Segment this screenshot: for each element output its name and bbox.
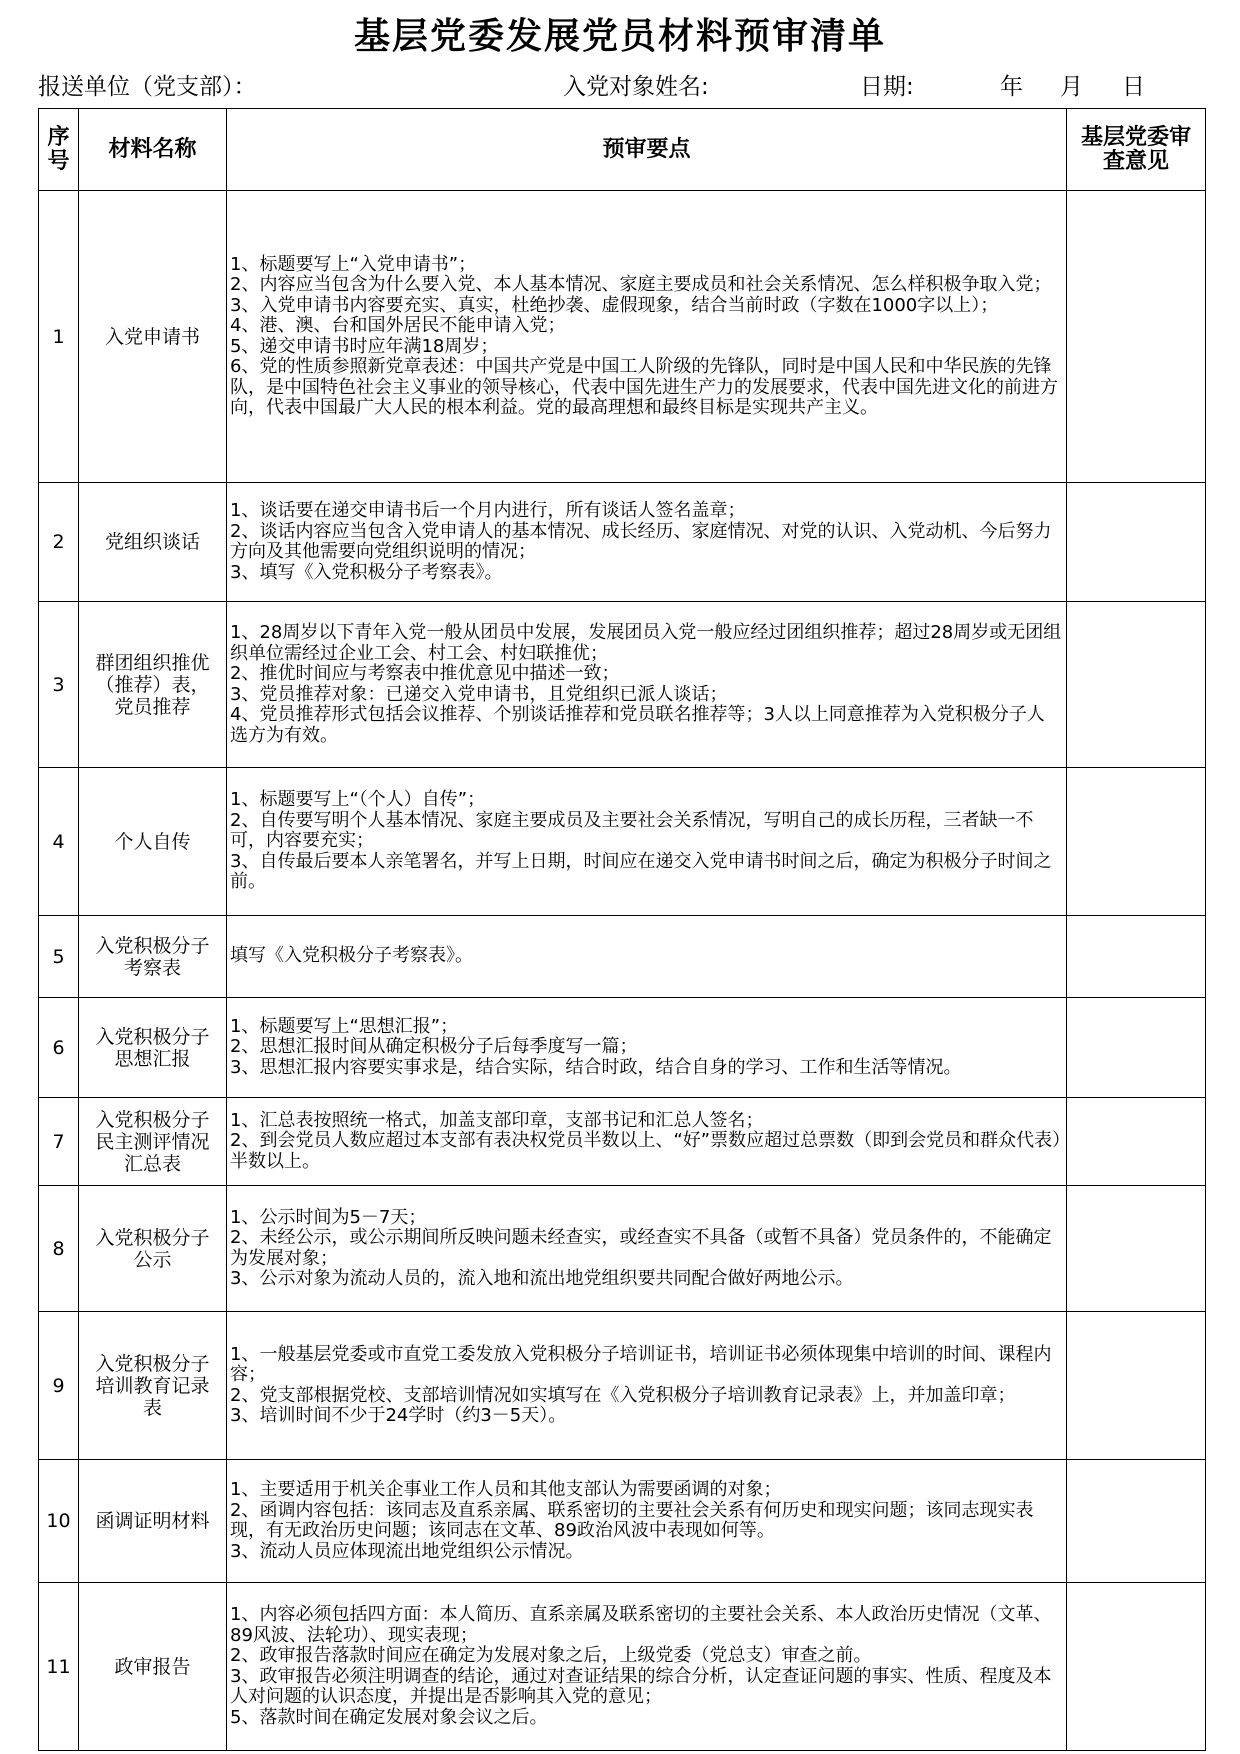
review-point: 5、落款时间在确定发展对象会议之后。 bbox=[230, 1706, 548, 1728]
opinion-cell[interactable] bbox=[1067, 191, 1206, 483]
review-points bbox=[227, 483, 1067, 602]
material-name-text: 入党积极分子思想汇报 bbox=[95, 1025, 210, 1070]
table-row bbox=[39, 768, 1206, 916]
name-label: 入党对象姓名: bbox=[563, 74, 709, 100]
material-name-text: 党组织谈话 bbox=[104, 531, 200, 553]
material-name bbox=[79, 1186, 227, 1312]
review-point: 3、入党申请书内容要充实、真实，杜绝抄袭、虚假现象，结合当前时政（字数在1000字以上）； bbox=[230, 294, 999, 316]
review-points bbox=[227, 191, 1067, 483]
date-label: 日期: bbox=[860, 74, 914, 100]
material-name-text: 政审报告 bbox=[114, 1655, 191, 1678]
material-name bbox=[79, 1583, 227, 1751]
material-name-text: 个人自传 bbox=[114, 830, 191, 853]
table-row bbox=[39, 1460, 1206, 1583]
review-point: 2、到会党员人数应超过本支部有表决权党员半数以上、“好”票数应超过总票数（即到会党员和群众代表）半数以上。 bbox=[230, 1130, 1062, 1172]
review-point: 2、内容应当包含为什么要入党、本人基本情况、家庭主要成员和社会关系情况、怎么样积极争取入党； bbox=[230, 274, 1052, 295]
review-point: 1、主要适用于机关企事业工作人员和其他支部认为需要函调的对象； bbox=[230, 1479, 782, 1500]
row-number: 3 bbox=[39, 602, 79, 768]
review-point: 填写《入党积极分子考察表》。 bbox=[230, 945, 473, 967]
row-number: 4 bbox=[39, 768, 79, 916]
unit-label: 报送单位（党支部）： bbox=[38, 74, 257, 100]
header-no: 序号 bbox=[39, 109, 79, 191]
material-name-text: 入党积极分子考察表 bbox=[95, 934, 210, 979]
opinion-cell[interactable] bbox=[1067, 1186, 1206, 1312]
material-name-text: 入党积极分子民主测评情况汇总表 bbox=[95, 1108, 210, 1175]
table-row bbox=[39, 602, 1206, 768]
review-point: 1、28周岁以下青年入党一般从团员中发展，发展团员入党一般应经过团组织推荐；超过28周岁或无团组织单位需经过企业工会、村工会、村妇联推优； bbox=[230, 622, 1062, 664]
opinion-cell[interactable] bbox=[1067, 602, 1206, 768]
material-name-text: 入党申请书 bbox=[104, 325, 200, 348]
review-points bbox=[227, 1312, 1067, 1460]
table-row bbox=[39, 1098, 1206, 1186]
review-point: 3、流动人员应体现流出地党组织公示情况。 bbox=[230, 1540, 584, 1562]
opinion-cell[interactable] bbox=[1067, 998, 1206, 1098]
opinion-cell[interactable] bbox=[1067, 916, 1206, 998]
material-name bbox=[79, 1312, 227, 1460]
month-label: 月 bbox=[1060, 74, 1083, 100]
review-point: 5、递交申请书时应年满18周岁； bbox=[230, 335, 499, 357]
opinion-cell[interactable] bbox=[1067, 1312, 1206, 1460]
material-name bbox=[79, 1460, 227, 1583]
material-name bbox=[79, 483, 227, 602]
row-number: 6 bbox=[39, 998, 79, 1098]
opinion-cell[interactable] bbox=[1067, 483, 1206, 602]
material-name bbox=[79, 602, 227, 768]
review-point: 2、函调内容包括：该同志及直系亲属、联系密切的主要社会关系有何历史和现实问题；该同志现实表现，有无政治历史问题；该同志在文革、89政治风波中表现如何等。 bbox=[230, 1499, 1034, 1541]
table-row bbox=[39, 1583, 1206, 1751]
material-name bbox=[79, 1098, 227, 1186]
review-points bbox=[227, 998, 1067, 1098]
review-point: 3、公示对象为流动人员的，流入地和流出地党组织要共同配合做好两地公示。 bbox=[230, 1268, 854, 1289]
review-points bbox=[227, 1098, 1067, 1186]
review-point: 2、党支部根据党校、支部培训情况如实填写在《入党积极分子培训教育记录表》上，并加盖印章； bbox=[230, 1384, 1016, 1406]
row-number: 11 bbox=[39, 1583, 79, 1751]
review-point: 1、公示时间为5－7天； bbox=[230, 1206, 427, 1228]
review-point: 1、内容必须包括四方面：本人简历、直系亲属及联系密切的主要社会关系、本人政治历史情况（文革、89风波、法轮功）、现实表现； bbox=[230, 1604, 1052, 1646]
material-name-text: 入党积极分子培训教育记录表 bbox=[95, 1352, 210, 1419]
row-number: 8 bbox=[39, 1186, 79, 1312]
table-row bbox=[39, 1312, 1206, 1460]
review-point: 4、港、澳、台和国外居民不能申请入党； bbox=[230, 315, 566, 336]
day-label: 日 bbox=[1122, 74, 1145, 100]
opinion-cell[interactable] bbox=[1067, 1583, 1206, 1751]
material-name-text: 函调证明材料 bbox=[95, 1510, 210, 1532]
review-point: 1、一般基层党委或市直党工委发放入党积极分子培训证书，培训证书必须体现集中培训的时间、课程内容； bbox=[230, 1343, 1052, 1385]
page-title: 基层党委发展党员材料预审清单 bbox=[353, 16, 886, 57]
review-point: 2、自传要写明个人基本情况、家庭主要成员及主要社会关系情况，写明自己的成长历程，三者缺一不可，内容要充实； bbox=[230, 809, 1034, 852]
row-number: 1 bbox=[39, 191, 79, 483]
table-row bbox=[39, 191, 1206, 483]
row-number: 9 bbox=[39, 1312, 79, 1460]
table-row bbox=[39, 998, 1206, 1098]
review-point: 1、标题要写上“（个人）自传”； bbox=[230, 789, 486, 811]
review-point: 3、思想汇报内容要实事求是，结合实际，结合时政，结合自身的学习、工作和生活等情况。 bbox=[230, 1056, 962, 1078]
info-line bbox=[38, 68, 1208, 102]
material-name bbox=[79, 916, 227, 998]
opinion-cell[interactable] bbox=[1067, 1098, 1206, 1186]
material-name bbox=[79, 998, 227, 1098]
review-point: 1、汇总表按照统一格式，加盖支部印章，支部书记和汇总人签名； bbox=[230, 1109, 764, 1131]
table-header-row bbox=[39, 109, 1206, 191]
table-row bbox=[39, 483, 1206, 602]
table-row bbox=[39, 1186, 1206, 1312]
table-row bbox=[39, 916, 1206, 998]
review-point: 2、政审报告落款时间应在确定为发展对象之后，上级党委（党总支）审查之前。 bbox=[230, 1645, 872, 1666]
review-points bbox=[227, 916, 1067, 998]
header-name: 材料名称 bbox=[79, 109, 227, 191]
row-number: 2 bbox=[39, 483, 79, 602]
review-point: 3、填写《入党积极分子考察表》。 bbox=[230, 561, 503, 583]
review-points bbox=[227, 1186, 1067, 1312]
review-point: 4、党员推荐形式包括会议推荐、个别谈话推荐和党员联名推荐等；3人以上同意推荐为入党积极分子人选方为有效。 bbox=[230, 704, 1045, 746]
opinion-cell[interactable] bbox=[1067, 1460, 1206, 1583]
review-points bbox=[227, 1460, 1067, 1583]
header-opinion: 基层党委审查意见 bbox=[1067, 109, 1206, 191]
review-point: 1、标题要写上“思想汇报”； bbox=[230, 1015, 459, 1037]
row-number: 5 bbox=[39, 916, 79, 998]
review-point: 1、标题要写上“入党申请书”； bbox=[230, 253, 477, 275]
review-point: 2、谈话内容应当包含入党申请人的基本情况、成长经历、家庭情况、对党的认识、入党动机、今后努力方向及其他需要向党组织说明的情况； bbox=[230, 520, 1052, 562]
review-points bbox=[227, 768, 1067, 916]
review-point: 2、未经公示，或公示期间所反映问题未经查实，或经查实不具备（或暂不具备）党员条件的，不能确定为发展对象； bbox=[230, 1227, 1052, 1269]
material-name bbox=[79, 191, 227, 483]
review-points bbox=[227, 1583, 1067, 1751]
review-table bbox=[38, 108, 1206, 1751]
review-point: 1、谈话要在递交申请书后一个月内进行，所有谈话人签名盖章； bbox=[230, 500, 746, 521]
row-number: 10 bbox=[39, 1460, 79, 1583]
material-name-text: 入党积极分子公示 bbox=[95, 1226, 210, 1271]
review-point: 3、培训时间不少于24学时（约3－5天）。 bbox=[230, 1405, 567, 1426]
row-number: 7 bbox=[39, 1098, 79, 1186]
material-name bbox=[79, 768, 227, 916]
review-point: 3、自传最后要本人亲笔署名，并写上日期，时间应在递交入党申请书时间之后，确定为积极分子时间之前。 bbox=[230, 850, 1052, 893]
material-name-text: 群团组织推优（推荐）表，党员推荐 bbox=[95, 651, 210, 718]
opinion-cell[interactable] bbox=[1067, 768, 1206, 916]
review-point: 2、推优时间应与考察表中推优意见中描述一致； bbox=[230, 663, 620, 684]
review-point: 3、党员推荐对象：已递交入党申请书，且党组织已派人谈话； bbox=[230, 683, 728, 705]
review-point: 2、思想汇报时间从确定积极分子后每季度写一篇； bbox=[230, 1036, 638, 1058]
review-point: 6、党的性质参照新党章表述：中国共产党是中国工人阶级的先锋队，同时是中国人民和中华民族的先锋队，是中国特色社会主义事业的领导核心，代表中国先进生产力的发展要求，代表中国先进文化的前进方向，代表中国最广大人民的根本利益。党的最高理想和最终目标是实现共产主义。 bbox=[230, 356, 1058, 418]
review-point: 3、政审报告必须注明调查的结论，通过对查证结果的综合分析，认定查证问题的事实、性质、程度及本人对问题的认识态度，并提出是否影响其入党的意见； bbox=[230, 1665, 1052, 1707]
year-label: 年 bbox=[1000, 74, 1023, 100]
review-points bbox=[227, 602, 1067, 768]
header-points: 预审要点 bbox=[227, 109, 1067, 191]
